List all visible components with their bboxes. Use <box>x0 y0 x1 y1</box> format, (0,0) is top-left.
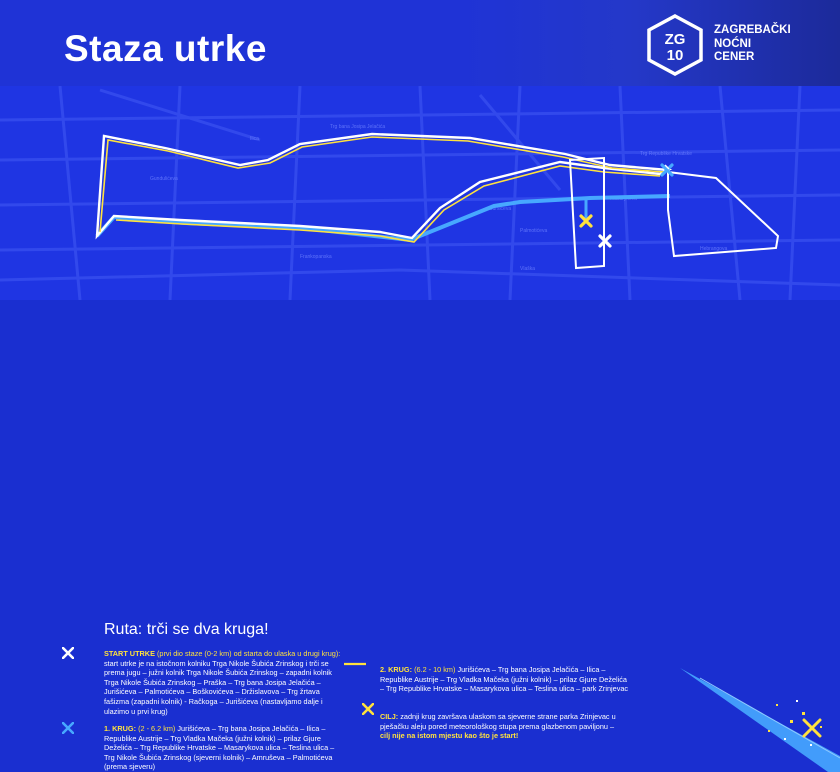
start-note: (prvi dio staze (0-2 km) od starta do ulaska u drugi krug): <box>156 649 341 658</box>
lap2-text: Jurišićeva – Trg bana Josipa Jelačića – Ilica – Republike Austrije – Trg Vladka Mačeka (južni kolnik) – prilaz Gjure Deželića – Trg Republike Hrvatske – Masarykova ulica – Teslina ulica – park Zrinjevac <box>380 665 629 694</box>
route-item-start <box>104 649 344 716</box>
finish-text-bold: cilj nije na istom mjestu kao što je start! <box>380 731 519 741</box>
svg-text:Gundulićeva: Gundulićeva <box>150 176 178 182</box>
decorative-streak <box>680 660 840 772</box>
lap2-note: (6.2 - 10 km) <box>414 665 456 674</box>
route-item-finish <box>380 712 620 741</box>
svg-text:Trg Republike Hrvatske: Trg Republike Hrvatske <box>640 151 693 157</box>
page-title: Staza utrke <box>64 28 267 69</box>
svg-text:Masarykova: Masarykova <box>610 196 637 202</box>
svg-text:Hebrangova: Hebrangova <box>700 246 728 252</box>
svg-text:Palmotićeva: Palmotićeva <box>520 228 548 234</box>
route-item-lap2 <box>380 665 630 694</box>
svg-text:Juršićeva: Juršićeva <box>490 206 512 212</box>
logo-text <box>714 24 791 65</box>
route-description <box>0 300 840 772</box>
start-legend-icon <box>62 647 74 659</box>
svg-text:Frankopanska: Frankopanska <box>300 254 332 260</box>
lap2-title: 2. KRUG: <box>380 665 413 674</box>
route-map[interactable] <box>0 86 840 300</box>
map-svg <box>0 86 840 300</box>
svg-text:Trg bana Josipa Jelačića: Trg bana Josipa Jelačića <box>330 124 386 130</box>
svg-text:ZG: ZG <box>664 31 686 48</box>
event-logo-icon <box>646 14 704 76</box>
route-block-east <box>668 172 778 256</box>
lap1-text: Jurišićeva – Trg bana Josipa Jelačića – Ilica – Republike Austrije – Trg Vladka Mačeka (južni kolnik) – prilaz Gjure Deželića – Trg Republike Hrvatske – Masarykova ulica – Teslina ulica – Trg Nikole Šubića Zrinskog (sjeverni kolnik) – Amruševa – Palmotićeva (prema sjeveru) <box>104 724 335 772</box>
finish-title: CILJ: <box>380 712 399 721</box>
logo-line-1: ZAGREBAČKI <box>714 24 791 36</box>
svg-text:10: 10 <box>666 47 684 64</box>
logo-line-2: NOĆNI <box>714 37 752 50</box>
logo-line-3: CENER <box>714 51 755 63</box>
route-subtitle: Ruta: trči se dva kruga! <box>104 621 269 638</box>
lap1-title: 1. KRUG: <box>104 724 137 733</box>
finish-text: zadnji krug završava ulaskom sa sjeverne strane parka Zrinjevac u pješačku aleju pored meteorološkog stupa prema glazbenom paviljonu – <box>380 712 616 731</box>
header <box>0 0 840 86</box>
svg-text:Ilica: Ilica <box>250 136 259 142</box>
lap1-legend-icon <box>62 722 74 734</box>
route-item-lap1 <box>104 724 346 772</box>
lap1-note: (2 - 6.2 km) <box>138 724 176 733</box>
start-title: START UTRKE <box>104 649 155 658</box>
finish-legend-icon <box>362 703 374 715</box>
map-streets <box>0 86 840 300</box>
lap2-legend-icon <box>344 662 366 666</box>
start-text: start utrke je na istočnom kolniku Trga Nikole Šubića Zrinskog i trči se prema jugu – južni kolnik Trga Nikole Šubića Zrinskog – zapadni kolnik Trga Nikole Šubića Zrinskog – Praška – Trg bana Josipa Jelačića – Jurišićeva – Palmotićeva – Boškovićeva – Držislavova – Trg žrtava fašizma (zapadni kolnik) - Račkoga – Jurišićeva (nastavljamo dalje i ulazimo u prvi krug) <box>104 658 332 716</box>
svg-text:Vlaška: Vlaška <box>520 266 536 272</box>
